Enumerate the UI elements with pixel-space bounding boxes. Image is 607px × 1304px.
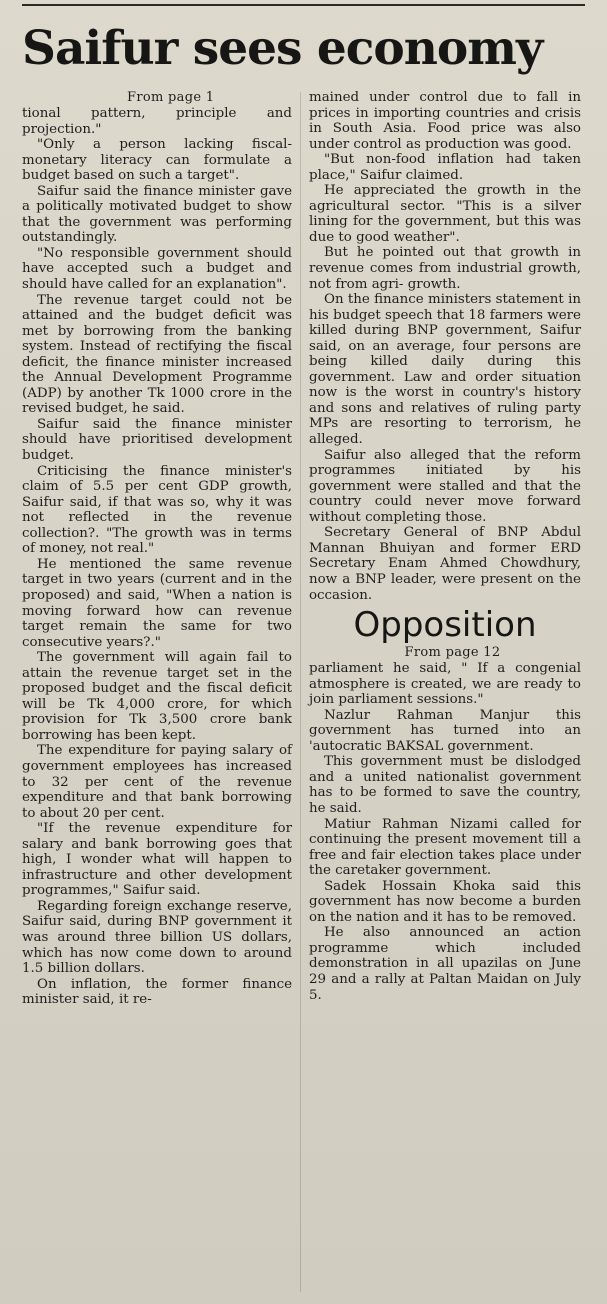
paragraph: He also announced an action programme which included demonstration in all upazilas on June 29 and a rally at Paltan Maidan on July 5. <box>309 925 581 1003</box>
paragraph: Criticising the finance minister's claim of 5.5 per cent GDP growth, Saifur said, if that was so, why it was not reflected in the revenue collection?. "The growth was in terms of money, not real." <box>22 463 292 557</box>
paragraph: Nazlur Rahman Manjur this government has turned into an 'autocratic BAKSAL government. <box>309 707 581 754</box>
paragraph: Secretary General of BNP Abdul Mannan Bhuiyan and former ERD Secretary Enam Ahmed Chowdhury, now a BNP leader, were present on the occasion. <box>309 525 581 603</box>
paragraph: The expenditure for paying salary of government employees has increased to 32 per cent of the revenue expenditure and that bank borrowing to about 20 per cent. <box>22 743 292 821</box>
column-divider <box>300 92 301 1292</box>
second-article-subhead: Opposition <box>353 605 537 646</box>
paragraph: He mentioned the same revenue target in two years (current and in the proposed) and said, "When a nation is moving forward how can revenue target remain the same for two consecutive years?." <box>22 556 292 650</box>
paragraph: "No responsible government should have accepted such a budget and should have called for an explanation". <box>22 245 292 293</box>
headline: Saifur sees economy <box>22 21 543 76</box>
paragraph: "But non-food inflation had taken place," Saifur claimed. <box>309 152 581 183</box>
paragraph: Sadek Hossain Khoka said this government has now become a burden on the nation and it has to be removed. <box>309 878 581 925</box>
paragraph: On inflation, the former finance minister said, it re- <box>22 976 292 1008</box>
paragraph: This government must be dislodged and a united nationalist government has to be formed to save the country, he said. <box>309 754 581 816</box>
paragraph: Saifur said the finance minister gave a politically motivated budget to show that the government was performing outstandingly. <box>22 183 292 246</box>
paragraph: parliament he said, " If a congenial atmosphere is created, we are ready to join parliament sessions." <box>309 661 581 708</box>
left-column <box>22 90 292 1008</box>
jump-line: From page 1 <box>127 90 215 105</box>
right-column <box>309 90 581 1003</box>
jump-line: From page 12 <box>404 645 501 661</box>
paragraph: The government will again fail to attain the revenue target set in the proposed budget and the fiscal deficit will be Tk 4,000 crore, for which provision for Tk 3,500 crore bank borrowing has been kept. <box>22 650 292 743</box>
paragraph: On the finance ministers statement in his budget speech that 18 farmers were killed during BNP government, Saifur said, on an average, four persons are being killed daily during this government. Law and order situation now is the worst in country's history and sons and relatives of ruling party MPs are resorting to terrorism, he alleged. <box>309 292 581 448</box>
paragraph: Saifur also alleged that the reform programmes initiated by his government were stalled and that the country could never move forward without completing those. <box>309 447 581 525</box>
paragraph: The revenue target could not be attained and the budget deficit was met by borrowing from the banking system. Instead of rectifying the fiscal deficit, the finance minister increased the Annual Development Programme (ADP) by another Tk 1000 crore in the revised budget, he said. <box>22 292 292 417</box>
paragraph: Matiur Rahman Nizami called for continuing the present movement till a free and fair election takes place under the caretaker government. <box>309 816 581 879</box>
paragraph: Saifur said the finance minister should have prioritised development budget. <box>22 416 292 464</box>
top-rule <box>22 4 585 6</box>
paragraph: "If the revenue expenditure for salary and bank borrowing goes that high, I wonder what will happen to infrastructure and other development programmes," Saifur said. <box>22 821 292 899</box>
paragraph: mained under control due to fall in prices in importing countries and crisis in South Asia. Food price was also under control as production was good. <box>309 90 581 152</box>
paragraph: tional pattern, principle and projection." <box>22 106 292 137</box>
paragraph: He appreciated the growth in the agricultural sector. "This is a silver lining for the government, but this was due to good weather". <box>309 183 581 245</box>
paragraph: Regarding foreign exchange reserve, Saifur said, during BNP government it was around three billion US dollars, which has now come down to around 1.5 billion dollars. <box>22 898 292 977</box>
paragraph: But he pointed out that growth in revenue comes from industrial growth, not from agri- growth. <box>309 245 581 292</box>
paragraph: "Only a person lacking fiscal-monetary literacy can formulate a budget based on such a target". <box>22 137 292 184</box>
